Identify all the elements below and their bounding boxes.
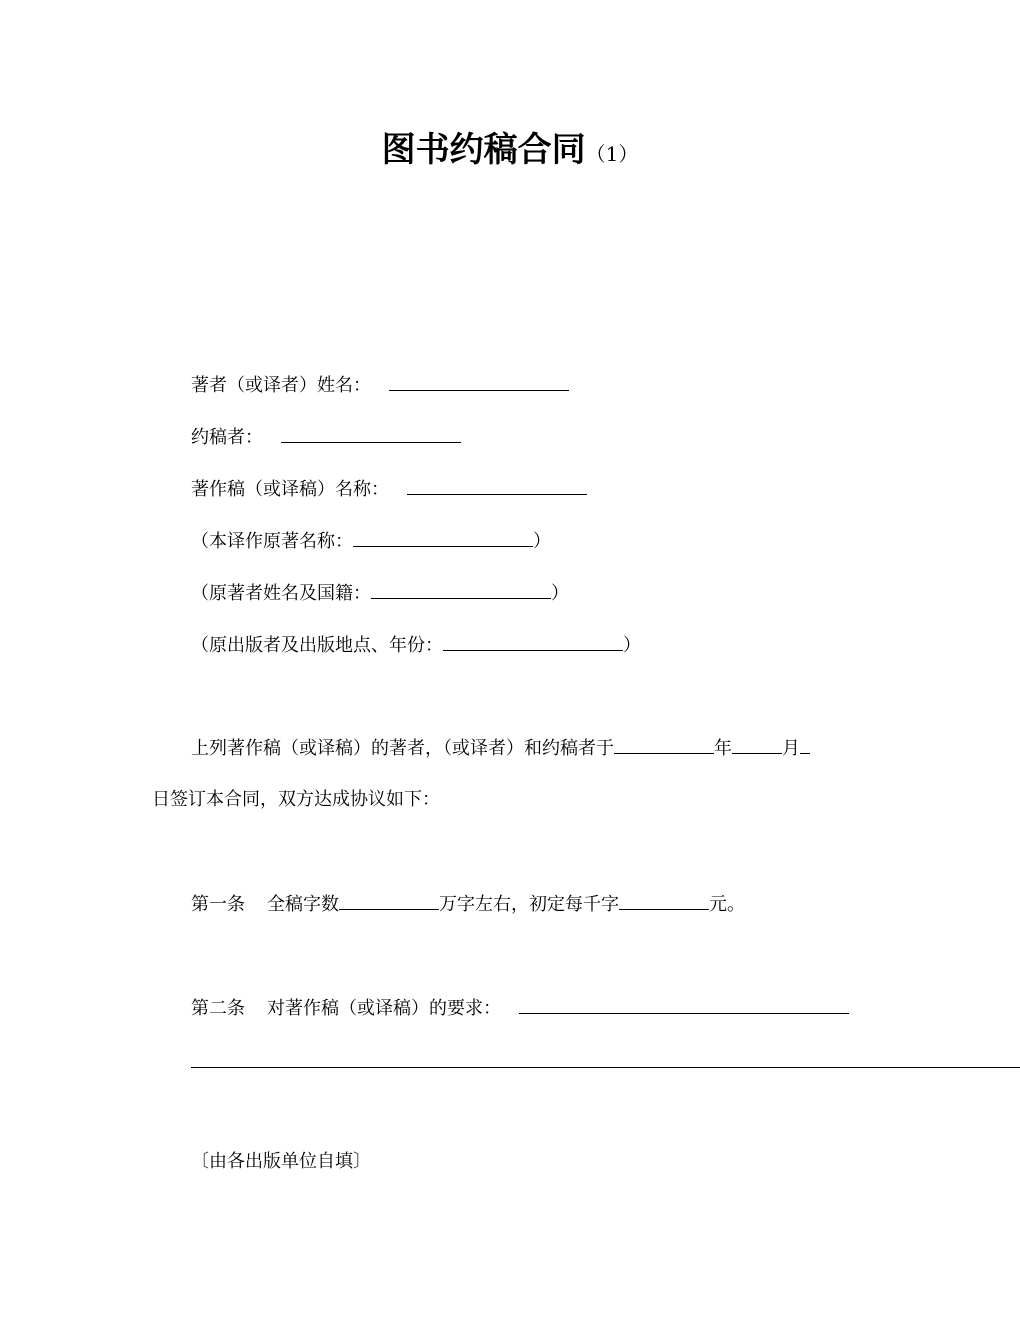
original-title-blank[interactable]: [353, 528, 533, 547]
original-author-blank[interactable]: [371, 580, 551, 599]
preamble-line-2-text: 日签订本合同，双方达成协议如下：: [152, 789, 440, 810]
article-1-text-a: 全稿字数: [267, 894, 339, 915]
field-original-title-label: （本译作原著名称：: [191, 531, 353, 552]
title-main: 图书约稿合同: [381, 130, 586, 170]
title-suffix: （1）: [585, 142, 639, 166]
field-commissioner-label: 约稿者：: [191, 427, 263, 448]
original-publisher-blank[interactable]: [443, 632, 623, 651]
document-title: [0, 122, 1020, 171]
article-1-label: 第一条: [191, 894, 245, 915]
preamble-line-1: [191, 735, 810, 761]
field-original-publisher: [191, 632, 641, 658]
requirements-blank[interactable]: [519, 995, 849, 1014]
close-paren: ）: [533, 531, 551, 552]
note-text: 〔由各出版单位自填〕: [191, 1151, 371, 1172]
field-original-author-label: （原著者姓名及国籍：: [191, 583, 371, 604]
field-original-title: [191, 528, 551, 554]
month-blank[interactable]: [732, 735, 782, 754]
field-author: [191, 372, 569, 398]
close-paren: ）: [623, 635, 641, 656]
field-commissioner: [191, 424, 461, 450]
article-1-text-b: 万字左右，初定每千字: [439, 894, 619, 915]
author-blank[interactable]: [389, 372, 569, 391]
article-2-label: 第二条: [191, 998, 245, 1019]
field-original-author: [191, 580, 569, 606]
year-blank[interactable]: [614, 735, 714, 754]
note: [191, 1150, 371, 1174]
day-blank[interactable]: [800, 735, 810, 754]
field-work-title: [191, 476, 587, 502]
field-work-title-label: 著作稿（或译稿）名称：: [191, 479, 389, 500]
month-label: 月: [782, 738, 800, 759]
commissioner-blank[interactable]: [281, 424, 461, 443]
requirements-continuation-blank[interactable]: [191, 1067, 1020, 1068]
year-label: 年: [714, 738, 732, 759]
work-title-blank[interactable]: [407, 476, 587, 495]
preamble-line-2: [152, 788, 440, 812]
close-paren: ）: [551, 583, 569, 604]
field-author-label: 著者（或译者）姓名：: [191, 375, 371, 396]
rate-blank[interactable]: [619, 891, 709, 910]
field-original-publisher-label: （原出版者及出版地点、年份：: [191, 635, 443, 656]
article-2-text: 对著作稿（或译稿）的要求：: [267, 998, 501, 1019]
preamble-text: 上列著作稿（或译稿）的著者，（或译者）和约稿者于: [191, 738, 614, 759]
word-count-blank[interactable]: [339, 891, 439, 910]
article-1-text-c: 元。: [709, 894, 745, 915]
article-2: [191, 995, 849, 1021]
article-1: [191, 891, 745, 917]
